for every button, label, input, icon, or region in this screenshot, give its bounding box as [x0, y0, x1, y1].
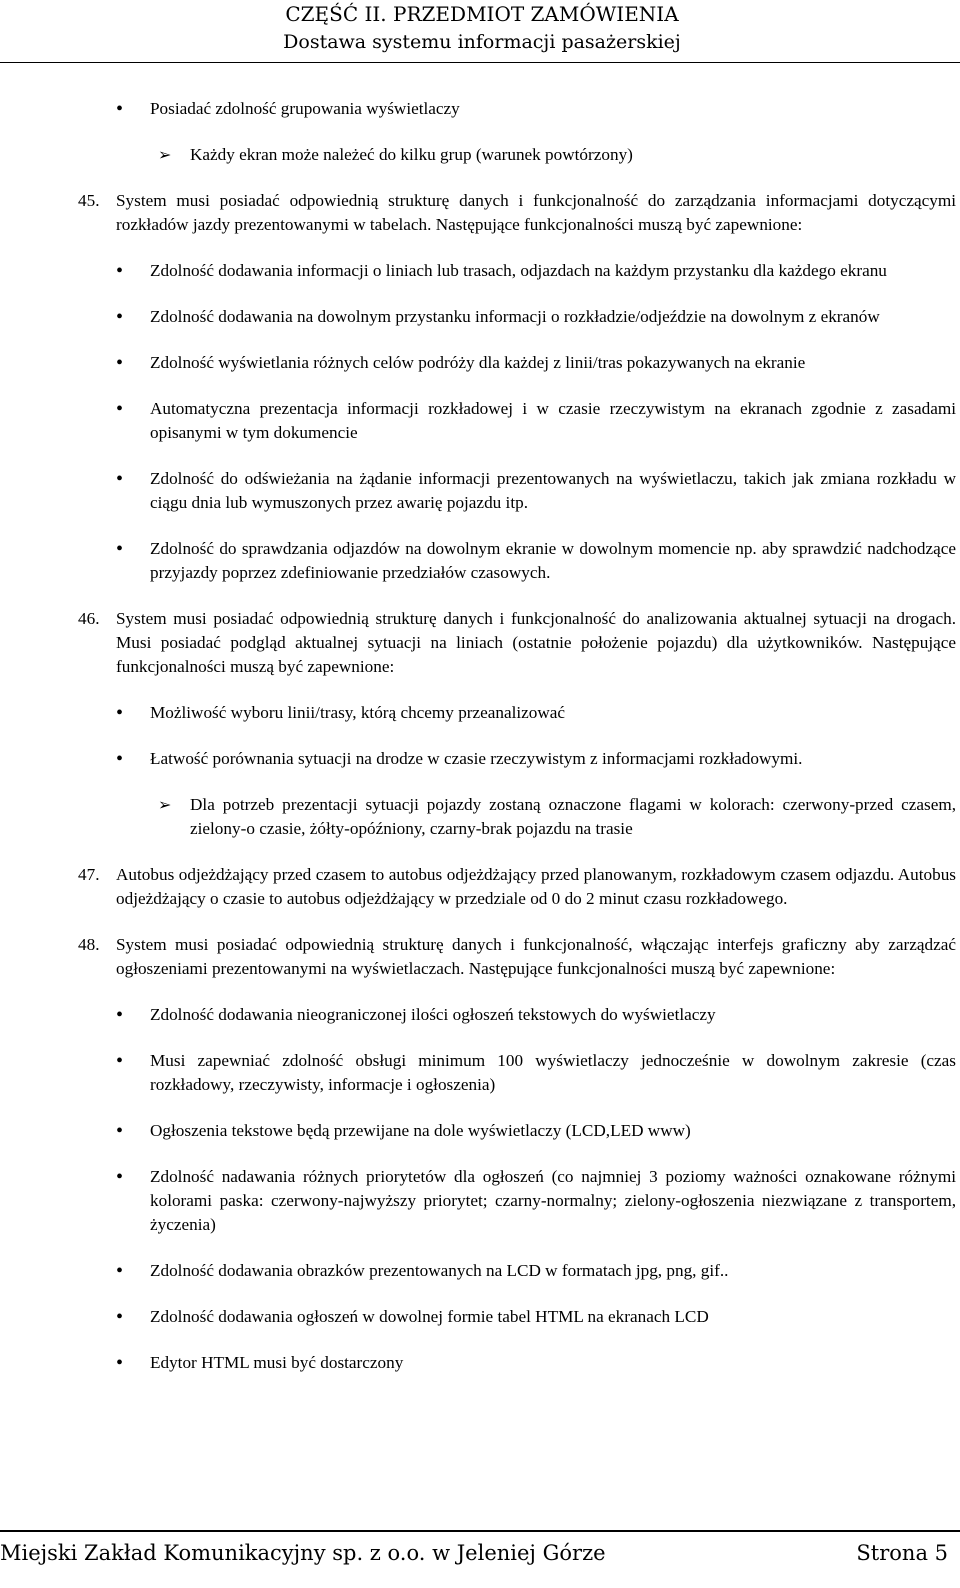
paragraph-number: 46. — [78, 609, 100, 628]
footer-company: Miejski Zakład Komunikacyjny sp. z o.o. w Jeleniej Górze — [0, 1541, 606, 1565]
bullet-item: • Edytor HTML musi być dostarczony — [78, 1351, 956, 1375]
bullet-item: • Posiadać zdolność grupowania wyświetlaczy — [78, 97, 956, 121]
paragraph-number: 47. — [78, 865, 100, 884]
paragraph-number: 45. — [78, 191, 100, 210]
paragraph-text: System musi posiadać odpowiednią strukturę danych i funkcjonalność, włączając interfejs graficzny aby zarządzać ogłoszeniami prezentowanymi na wyświetlaczach. Następujące funkcjonalności muszą być zapewnione: — [116, 935, 956, 978]
arrowhead-icon: ➢ — [158, 145, 172, 164]
bullet-item: • Możliwość wyboru linii/trasy, którą chcemy przeanalizować — [78, 701, 956, 725]
arrowhead-icon: ➢ — [158, 795, 172, 814]
bullet-item: • Zdolność dodawania informacji o liniach lub trasach, odjazdach na każdym przystanku dla każdego ekranu — [78, 259, 956, 283]
bullet-item: • Zdolność dodawania na dowolnym przystanku informacji o rozkładzie/odjeździe na dowolnym z ekranów — [78, 305, 956, 329]
bullet-item: • Zdolność wyświetlania różnych celów podróży dla każdej z linii/tras pokazywanych na ekranie — [78, 351, 956, 375]
arrow-item-text: Dla potrzeb prezentacji sytuacji pojazdy zostaną oznaczone flagami w kolorach: czerwony-przed czasem, zielony-o czasie, żółty-opóźniony, czarny-brak pojazdu na trasie — [190, 795, 956, 838]
header-title: CZĘŚĆ II. PRZEDMIOT ZAMÓWIENIA — [285, 2, 679, 26]
bullet-item: • Musi zapewniać zdolność obsługi minimum 100 wyświetlaczy jednocześnie w dowolnym zakresie (czas rozkładowy, rzeczywisty, informacje i ogłoszenia) — [78, 1049, 956, 1097]
numbered-paragraph-45 — [78, 189, 956, 237]
numbered-paragraph-46 — [78, 607, 956, 679]
bullet-item: • Ogłoszenia tekstowe będą przewijane na dole wyświetlaczy (LCD,LED www) — [78, 1119, 956, 1143]
paragraph-number: 48. — [78, 935, 100, 954]
paragraph-text: System musi posiadać odpowiednią strukturę danych i funkcjonalność do analizowania aktualnej sytuacji na drogach. Musi posiadać podgląd aktualnej sytuacji na liniach (ostatnie położenie pojazdu) dla użytkowników. Następujące funkcjonalności muszą być zapewnione: — [116, 609, 956, 676]
bullet-item: • Zdolność dodawania obrazków prezentowanych na LCD w formatach jpg, png, gif.. — [78, 1259, 956, 1283]
arrow-item-text: Każdy ekran może należeć do kilku grup (warunek powtórzony) — [190, 145, 633, 164]
page-number: Strona 5 — [856, 1541, 948, 1565]
page-header — [272, 0, 692, 56]
numbered-paragraph-48 — [78, 933, 956, 981]
header-divider — [0, 62, 960, 63]
paragraph-text: System musi posiadać odpowiednią strukturę danych i funkcjonalność do zarządzania informacjami dotyczącymi rozkładów jazdy prezentowanymi w tabelach. Następujące funkcjonalności muszą być zapewnione: — [116, 191, 956, 234]
bullet-item: • Zdolność nadawania różnych priorytetów dla ogłoszeń (co najmniej 3 poziomy ważności oznakowane różnymi kolorami paska: czerwony-najwyższy priorytet; czarny-normalny; zielony-ogłoszenia niezwiązane z transportem, życzenia) — [78, 1165, 956, 1237]
bullet-item: • Zdolność do sprawdzania odjazdów na dowolnym ekranie w dowolnym momencie np. aby sprawdzić nadchodzące przyjazdy poprzez zdefiniowanie przedziałów czasowych. — [78, 537, 956, 585]
document-body — [78, 97, 956, 1397]
footer-divider — [0, 1530, 960, 1532]
bullet-item: • Łatwość porównania sytuacji na drodze w czasie rzeczywistym z informacjami rozkładowymi. — [78, 747, 956, 771]
bullet-item: • Zdolność dodawania ogłoszeń w dowolnej formie tabel HTML na ekranach LCD — [78, 1305, 956, 1329]
header-subtitle: Dostawa systemu informacji pasażerskiej — [283, 31, 681, 53]
bullet-item: • Automatyczna prezentacja informacji rozkładowej i w czasie rzeczywistym na ekranach zgodnie z zasadami opisanymi w tym dokumencie — [78, 397, 956, 445]
paragraph-text: Autobus odjeżdżający przed czasem to autobus odjeżdżający przed planowanym, rozkładowym czasem odjazdu. Autobus odjeżdżający o czasie to autobus odjeżdżający w przedziale od 0 do 2 minut czasu rozkładowego. — [116, 865, 956, 908]
arrow-item — [78, 793, 956, 841]
bullet-item: • Zdolność dodawania nieograniczonej ilości ogłoszeń tekstowych do wyświetlaczy — [78, 1003, 956, 1027]
bullet-item: • Zdolność do odświeżania na żądanie informacji prezentowanych na wyświetlaczu, takich jak zmiana rozkładu w ciągu dnia lub wymuszonych przez awarię pojazdu itp. — [78, 467, 956, 515]
numbered-paragraph-47 — [78, 863, 956, 911]
arrow-item — [78, 143, 956, 167]
